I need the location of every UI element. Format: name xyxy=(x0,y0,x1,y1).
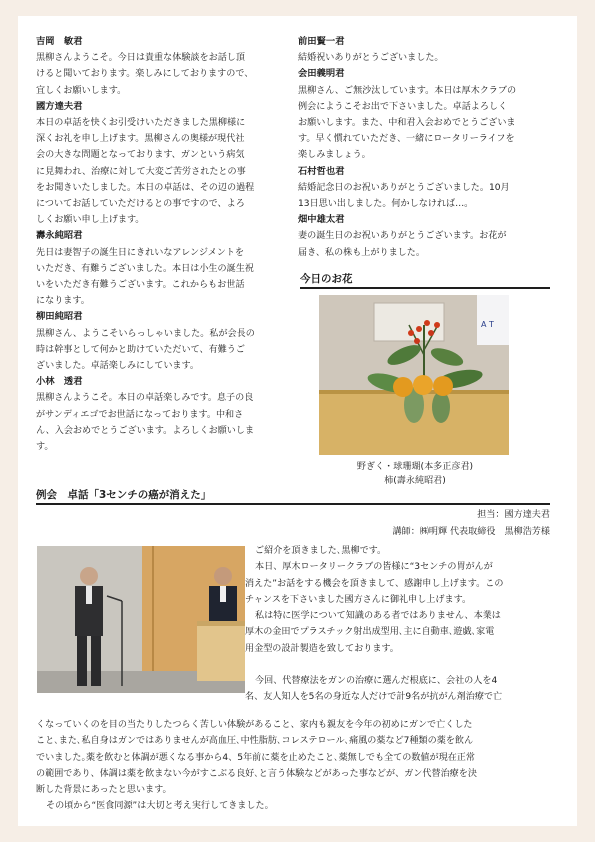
text-line: 楽しみましょう。 xyxy=(298,150,371,161)
text-line: 私は特に医学について知識のある者ではありません、本業は xyxy=(255,611,501,622)
greeting-text xyxy=(298,180,548,212)
text-line: 消えた”お話をする機会を頂きまして、感謝申し上げます。この xyxy=(245,578,504,589)
text-line: チャンスを下さいました國方さんに御礼申し上げます。 xyxy=(245,594,472,605)
text-line: でいました｡薬を飲むと体調が悪くなる事から4、5年前に薬を止めたこと､薬無しでも全ての数値が現在正常 xyxy=(36,752,475,763)
greeting-text xyxy=(298,50,548,66)
member-name: 石村哲也君 xyxy=(298,165,345,177)
text-line: 会の大きな問題となっております、ガンという病気 xyxy=(36,150,245,161)
caption-line: 野ぎく・球珊瑚(本多正彦君) xyxy=(356,462,474,472)
text-line: ざいました。卓話楽しみにしています。 xyxy=(36,361,199,372)
text-line: 届き、私の株も上がりました。 xyxy=(298,247,425,258)
greeting-block xyxy=(36,99,290,229)
poster-text: A T xyxy=(481,320,494,329)
paragraph-gap xyxy=(245,657,550,673)
text-line: 黒柳さんようこそ。本日の卓話楽しみです。息子の良 xyxy=(36,393,254,404)
text-line: がサンディエゴでお世話になっております。中和さ xyxy=(36,409,244,420)
text-line: 本日の卓話を快くお引受けいただきました黒柳様に xyxy=(36,118,246,129)
greeting-text xyxy=(36,245,290,310)
newsletter-page xyxy=(18,16,577,826)
text-line: 黒柳さん、ご無沙汰しています。本日は厚木クラブの xyxy=(298,85,517,96)
talk-host: 担当：國方達夫君 xyxy=(477,510,550,520)
greeting-block xyxy=(36,374,290,455)
text-line: お願いします。また、中和君入会おめでとうございま xyxy=(298,118,516,129)
flower-arrangement-photo xyxy=(319,295,509,455)
member-name: 國方達夫君 xyxy=(36,100,83,112)
greeting-block xyxy=(36,309,290,374)
text-line: いただき、有難うございました。本日は小生の誕生祝 xyxy=(36,263,254,274)
talk-speaker: 講師：㈱明輝 代表取締役 黒柳浩芳様 xyxy=(392,527,550,537)
flower-section-title: 今日のお花 xyxy=(300,272,550,289)
talk-body xyxy=(36,717,550,815)
text-line: ん、入会おめでとうございます。よろしくお願いしま xyxy=(36,425,255,436)
text-line: 深くお礼を申し上げます。黒柳さんの奥様が現代社 xyxy=(36,134,245,145)
member-name: 吉岡 敏君 xyxy=(36,36,83,47)
flower-arrangement-illustration xyxy=(319,295,509,455)
greeting-block xyxy=(36,34,290,99)
text-line: 結婚祝いありがとうございました。 xyxy=(298,53,444,64)
text-line: の範囲であり、体調は薬を飲まない今がすこぶる良好､と言う体験などがあった事などが、ガン代替治療を決 xyxy=(36,768,477,779)
text-line: 13日思い出しました。何かしなければ…。 xyxy=(298,199,474,210)
speaker-illustration xyxy=(37,546,245,693)
text-line: いをいただき有難うございます。これからもお世話 xyxy=(36,280,245,291)
text-line: 本日、厚木ロータリークラブの皆様に“3センチの胃がんが xyxy=(255,562,493,573)
text-line: 例会にようこそお出で下さいました。卓話よろしく xyxy=(298,101,508,112)
talk-intro xyxy=(245,543,550,706)
greeting-text xyxy=(298,83,548,164)
greeting-text xyxy=(36,50,290,99)
flower-caption xyxy=(300,460,530,488)
text-line: 用金型の設計製造を致しております。 xyxy=(245,643,399,654)
greeting-block xyxy=(36,228,290,309)
text-line: になります。 xyxy=(36,296,90,307)
text-line: その頃から“医食同源”は大切と考え実行してきました。 xyxy=(46,801,274,812)
greeting-block xyxy=(298,34,548,66)
member-name: 会田義明君 xyxy=(298,68,345,80)
text-line: 先日は妻智子の誕生日にきれいなアレンジメントを xyxy=(36,247,245,258)
text-line: 断した背景にあったと思います。 xyxy=(36,785,172,796)
text-line: 時は幹事として何かと助けていただいて、有難うご xyxy=(36,344,245,355)
member-name: 畑中雄太君 xyxy=(298,214,345,226)
text-line: こと､また､私自身はガンではありませんが高血圧､中性脂肪､コレステロール､痛風の薬など7種類の薬を飲ん xyxy=(36,736,474,747)
text-line: す。早く慣れていただき、一緒にロータリーライフを xyxy=(298,134,515,145)
greeting-block xyxy=(298,164,548,213)
text-line: をお聞きいたしました。本日の卓話は、その辺の過程 xyxy=(36,182,255,193)
greeting-text xyxy=(36,115,290,228)
text-line: 黒柳さん、ようこそいらっしゃいました。私が会長の xyxy=(36,328,255,339)
text-line: くなっていくのを目の当たりしたつらく苦しい体験があること、家内も親友を今年の初めにガンで亡くした xyxy=(36,720,473,730)
member-name: 小林 透君 xyxy=(36,376,83,388)
talk-section-title: 例会 卓話「3センチの癌が消えた」 xyxy=(36,488,550,505)
greeting-text xyxy=(36,390,290,455)
text-line: 宜しくお願いします。 xyxy=(36,85,127,96)
member-name: 壽永純昭君 xyxy=(36,230,83,242)
text-line: 黒柳さんようこそ。今日は貴重な体験談をお話し頂 xyxy=(36,53,245,64)
greetings-left-column xyxy=(36,34,290,455)
text-line: 今回、代替療法をガンの治療に選んだ根底に、会社の人を4 xyxy=(255,676,498,687)
text-line: に見舞われ、治療に対して大変ご苦労されたとの事 xyxy=(36,166,246,177)
speaker-photo xyxy=(37,546,245,693)
text-line: 妻の誕生日のお祝いありがとうございます。お花が xyxy=(298,231,507,242)
greeting-text xyxy=(298,228,548,260)
text-line: けると聞いております。楽しみにしておりますので、 xyxy=(36,69,254,80)
member-name: 前田賢一君 xyxy=(298,36,345,47)
text-line: す。 xyxy=(36,442,54,453)
caption-line: 柿(壽永純昭君) xyxy=(384,476,446,486)
member-name: 柳田純昭君 xyxy=(36,311,83,323)
text-line: についてお話していただけるとの事ですので、よろ xyxy=(36,199,245,210)
text-line: ご紹介を頂きました､黒柳です。 xyxy=(255,546,387,556)
text-line: しくお願い申し上げます。 xyxy=(36,215,145,226)
greetings-right-column xyxy=(298,34,548,261)
text-line: 名、友人知人を5名の身近な人だけで計9名が抗がん剤治療で亡 xyxy=(245,692,503,703)
greeting-text xyxy=(36,326,290,375)
text-line: 厚木の金田でプラスチック射出成型用､主に自動車､遊戯､家電 xyxy=(245,627,495,638)
greeting-block xyxy=(298,212,548,261)
text-line: 結婚記念日のお祝いありがとうございました。10月 xyxy=(298,182,510,193)
greeting-block xyxy=(298,66,548,163)
